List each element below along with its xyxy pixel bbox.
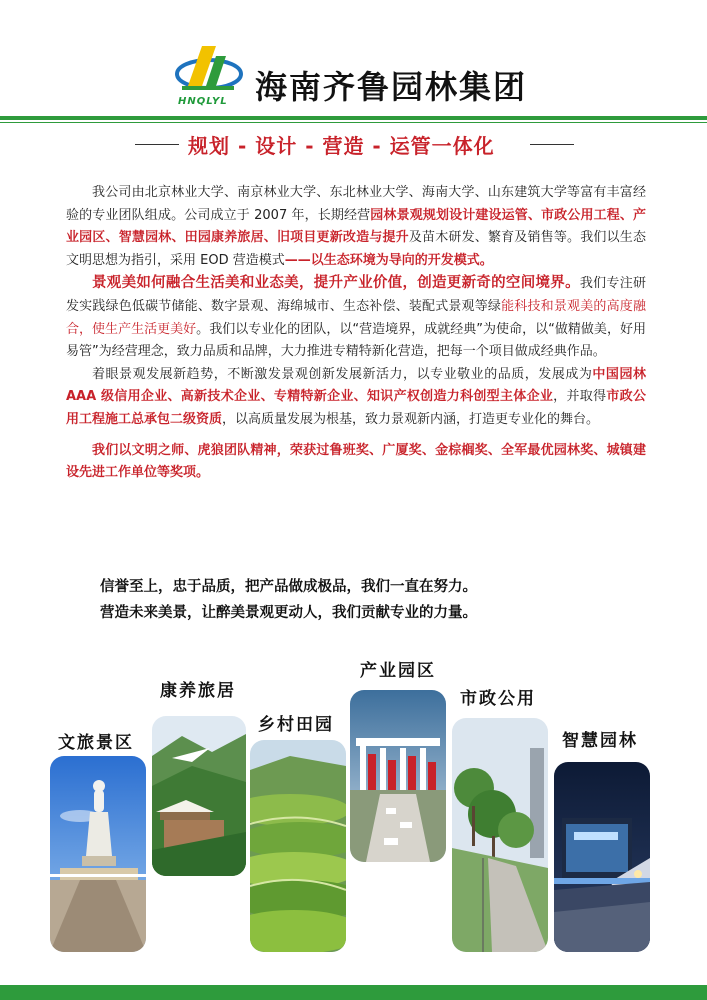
company-logo-icon xyxy=(172,42,246,104)
category-label-smart: 智慧园林 xyxy=(562,731,638,751)
p1-highlight: 园林景观规划设计建设运管、市政公用工程、产业园区、智慧园林、田园康养旅居、旧项目更新改造与提升 xyxy=(66,207,646,246)
p3-highlight-2: 市政公用工程施工总承包二级资质 xyxy=(66,389,646,427)
p2-headline: 景观美如何融合生活美和业态美，提升产业价值，创造更新奇的空间境界。 xyxy=(92,275,580,292)
terrace-field-photo-icon xyxy=(250,740,346,952)
tagline: 规划 - 设计 - 营造 - 运管一体化 xyxy=(188,134,495,158)
category-card-industrial[interactable] xyxy=(350,690,446,862)
footer-bar xyxy=(0,985,707,1000)
intro-paragraph-2 xyxy=(66,272,646,363)
intro-paragraph-1 xyxy=(66,182,646,272)
header-divider-thin xyxy=(0,122,707,123)
header-divider xyxy=(0,116,707,120)
category-card-wellness[interactable] xyxy=(152,716,246,876)
intro-paragraph-3 xyxy=(66,364,646,432)
street-trees-photo-icon xyxy=(452,718,548,952)
category-card-rural[interactable] xyxy=(250,740,346,952)
tagline-right-rule xyxy=(530,144,574,145)
company-name: 海南齐鲁园林集团 xyxy=(255,68,528,106)
industrial-park-photo-icon xyxy=(350,690,446,862)
p2-highlight: 能科技和景观美的高度融合，使生产生活更美好 xyxy=(66,298,646,337)
category-label-municipal: 市政公用 xyxy=(460,689,536,709)
p1-text-2: 及苗木研发、繁育及销售等。我们以生态文明思想为指引，采用 EOD 营造模式 xyxy=(66,230,646,268)
slogan-2: 营造未来美景，让醉美景观更动人，我们贡献专业的力量。 xyxy=(100,605,477,621)
category-label-industrial: 产业园区 xyxy=(360,661,436,681)
intro-text xyxy=(66,182,646,485)
category-label-wellness: 康养旅居 xyxy=(160,681,236,701)
category-label-tourism: 文旅景区 xyxy=(58,733,134,753)
slogan-1: 信誉至上，忠于品质，把产品做成极品，我们一直在努力。 xyxy=(100,579,477,595)
category-card-municipal[interactable] xyxy=(452,718,548,952)
p3-text-3: ，以高质量发展为根基，致力景观新内涵，打造更专业化的舞台。 xyxy=(222,411,600,427)
tagline-left-rule xyxy=(135,144,179,145)
slogans xyxy=(100,574,477,626)
logo-text: HNQLYL xyxy=(178,96,228,107)
category-card-smart[interactable] xyxy=(554,762,650,952)
p3-text-2: ，并取得 xyxy=(553,389,607,405)
p3-text: 着眼景观发展新趋势，不断激发景观创新发展新活力，以专业敬业的品质，发展成为 xyxy=(92,366,593,382)
category-card-tourism[interactable] xyxy=(50,756,146,952)
temple-statue-photo-icon xyxy=(50,756,146,952)
p2-text: 我们专注研发实践绿色低碳节储能、数字景观、海绵城市、生态补偿、装配式景观等绿 xyxy=(66,276,646,314)
category-label-rural: 乡村田园 xyxy=(258,715,334,735)
intro-paragraph-4: 我们以文明之师、虎狼团队精神，荣获过鲁班奖、广厦奖、金棕榈奖、全军最优园林奖、城镇建设先进工作单位等奖项。 xyxy=(66,442,646,481)
night-garden-photo-icon xyxy=(554,762,650,952)
mountain-pavilion-photo-icon xyxy=(152,716,246,876)
tagline-row xyxy=(0,128,707,162)
header xyxy=(0,0,707,118)
p2-text-2: 。我们以专业化的团队，以“营造境界，成就经典”为使命，以“做精做美，好用易管”为经营理念，致力品质和品牌，大力推进专精特新化营造，把每一个项目做成经典作品。 xyxy=(66,321,646,360)
p3-highlight: 中国园林 AAA 级信用企业、高新技术企业、专精特新企业、知识产权创造力科创型主体企业 xyxy=(66,366,646,405)
p1-text: 我公司由北京林业大学、南京林业大学、东北林业大学、海南大学、山东建筑大学等富有丰富经验的专业团队组成。公司成立于 2007 年，长期经营 xyxy=(66,185,646,223)
p1-highlight-2: ——以生态环境为导向的开发模式。 xyxy=(284,252,493,268)
